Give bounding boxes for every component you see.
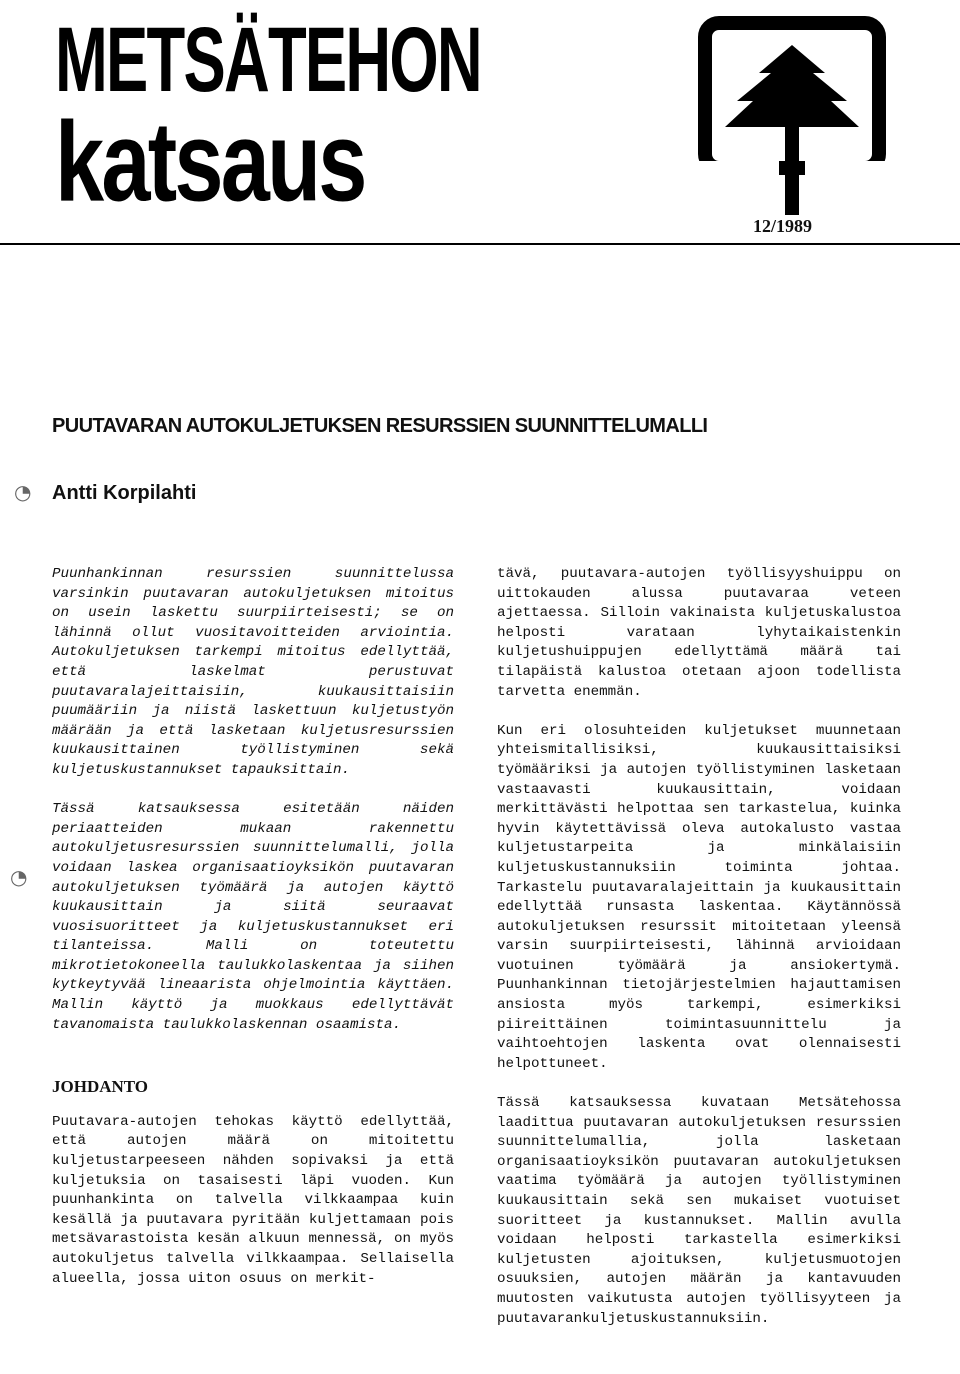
body-paragraph: Tässä katsauksessa kuvataan Metsätehossa laadittua puutavaran autokuljetuksen resurssien suunnittelumallia, jolla lasketaan organisaatioyksikön puutavaran autokuljetuksen vaatima työmäärä ja autojen työllistyminen kuukausittain sekä sen mukaiset vuotuiset suoritteet ja kustannukset. Mallin avulla voidaan helposti tarkastella esimerkiksi kuljetusten ajoituksen, kuljetusmuotojen osuuksien, autojen määrän ja kantavuuden muutosten vaikutusta autojen työllisyyteen ja puutavarankuljetuskustannuksiin. [497, 1095, 901, 1327]
article-author: Antti Korpilahti [52, 482, 197, 504]
metsateho-tree-logo [697, 15, 887, 215]
masthead-line-katsaus: katsaus [55, 98, 365, 226]
section-heading-johdanto: JOHDANTO [52, 1077, 149, 1097]
body-paragraph: tävä, puutavara-autojen työllisyyshuippu on uittokauden alussa puutavaraa veteen ajettaessa. Silloin vakinaista kuljetuskalustoa helposti varataan lyhytaikaistenkin kuljetushuippujen edellyttämä määrä tai tilapäistä kalustoa otetaan ajoon todellista tarvetta enemmän. [497, 566, 901, 700]
body-paragraph: Kun eri olosuhteiden kuljetukset muunnetaan yhteismitallisiksi, kuukausittaisiksi työmääriksi ja autojen työllistyminen lasketaan vastaavasti kuukausittain, voidaan merkittävästi helpottaa sen tarkastelua, kuinka hyvin käytettävissä oleva autokalusto vastaa kuljetustarpeita ja minkälaisiin kuljetuskustannuksiin toiminta johtaa. Tarkastelu puutavaralajeittain ja kuukausittain edellyttää runsasta laskentaa. Käytännössä autokuljetuksen resurssit mitoitetaan yleensä varsin suurpiirteisesti, lähinnä arvioidaan vuotuinen työmäärä ja ansiokertymä. Puunhankinnan tietojärjestelmien hajauttamisen ansiosta myös tarkempi, esimerkiksi piireittäinen toimintasuunnittelu ja vaihtoehtojen laskenta ovat olennaisesti helpottuneet. [497, 722, 901, 1072]
masthead-line-metsatehon: METSÄTEHON [55, 8, 481, 112]
margin-punch-mark: ◔ [10, 865, 28, 889]
right-column [497, 565, 901, 1349]
journal-masthead [55, 8, 481, 226]
left-column [52, 565, 454, 1309]
abstract-paragraph: Tässä katsauksessa esitetään näiden periaatteiden mukaan rakennettu autokuljetusresurssien suunnittelumalli, jolla voidaan laskea organisaatioyksikön puutavaran autokuljetuksen työmäärä ja autojen käyttö kuukausittain ja siitä seuraavat vuosisuoritteet ja kuljetuskustannukset eri tilanteissa. Malli on toteutettu mikrotietokoneella taulukkolaskentaa ja siihen kytkeytyvää lineaarista ohjelmointia käyttäen. Mallin käyttö ja muokkaus edellyttävät tavanomaista taulukkolaskennan osaamista. [52, 801, 454, 1033]
issue-number: 12/1989 [753, 216, 813, 236]
article-title: PUUTAVARAN AUTOKULJETUKSEN RESURSSIEN SUUNNITTELUMALLI [52, 415, 708, 437]
body-paragraph: Puutavara-autojen tehokas käyttö edellyttää, että autojen määrä on mitoitettu kuljetustarpeeseen nähden sopivaksi ja että kuljetuksia on tasaisesti läpi vuoden. Kun puunhankinta on talvella vilkkaampaa kuin kesällä ja puutavara pyritään kuljettamaan pois metsävarastoista kesän alkuun mennessä, on myös autokuljetus talvella vilkkaampaa. Sellaisella alueella, jossa uiton osuus on merkit- [52, 1113, 454, 1287]
header-divider [0, 243, 960, 245]
abstract-paragraph: Puunhankinnan resurssien suunnittelussa varsinkin puutavaran autokuljetuksen mitoitus on usein laskettu suurpiirteisesti; se on lähinnä ollut vuositavoitteiden arviointia. Autokuljetuksen tarkempi mitoitus edellyttää, että laskelmat perustuvat puutavaralajeittaisiin, kuukausittaisiin puumääriin ja niistä laskettuun kuljetustyön määrään ja että lasketaan kuljetusresurssien kuukausittainen työllistyminen sekä kuljetuskustannukset tapauksittain. [52, 566, 454, 778]
margin-punch-mark: ◔ [14, 480, 32, 504]
